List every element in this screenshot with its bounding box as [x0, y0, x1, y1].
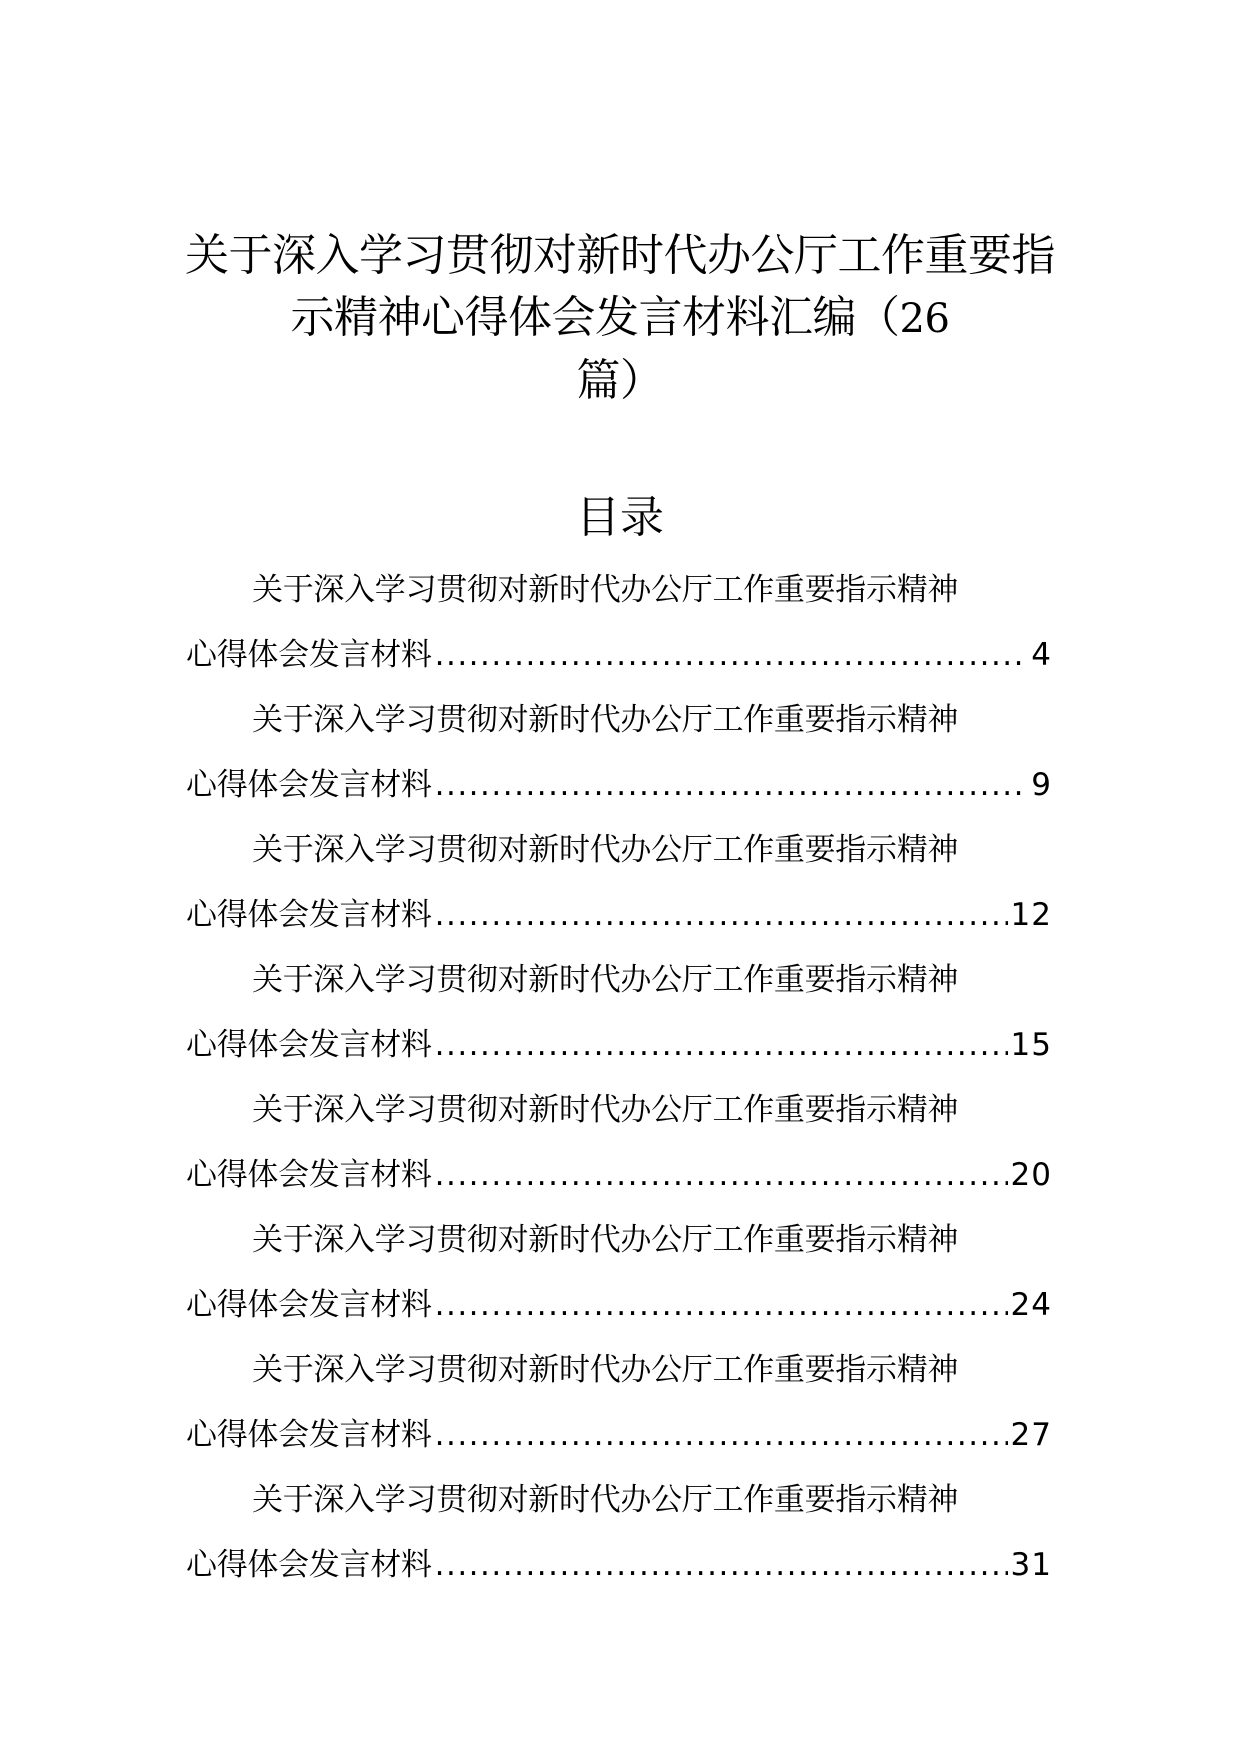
- toc-entry-title-continued: [186, 1013, 1052, 1078]
- toc-entry[interactable]: [186, 1468, 1052, 1598]
- toc-dot-leader: [435, 1403, 1008, 1468]
- toc-page-number: 31: [1010, 1547, 1052, 1583]
- toc-page-number: 4: [1031, 637, 1052, 673]
- toc-entry-title-tail: 心得体会发言材料: [186, 1547, 432, 1583]
- toc-entry-title-tail: 心得体会发言材料: [186, 1287, 432, 1323]
- toc-entry-title: 关于深入学习贯彻对新时代办公厅工作重要指示精神: [252, 1092, 959, 1128]
- toc-entry[interactable]: [186, 1208, 1052, 1338]
- toc-dot-leader: [435, 1143, 1008, 1208]
- toc-dot-leader: [435, 753, 1029, 818]
- toc-dot-leader: [435, 1533, 1008, 1598]
- document-title-count: 26: [899, 296, 950, 342]
- toc-entry-title: 关于深入学习贯彻对新时代办公厅工作重要指示精神: [252, 1222, 959, 1258]
- toc-entry[interactable]: [186, 1338, 1052, 1468]
- toc-entry-title-continued: [186, 883, 1052, 948]
- toc-entry-title-tail: 心得体会发言材料: [186, 767, 432, 803]
- toc-dot-leader: [435, 623, 1029, 688]
- table-of-contents: [186, 558, 1052, 1598]
- toc-entry-title-tail: 心得体会发言材料: [186, 1417, 432, 1453]
- toc-dot-leader: [435, 883, 1008, 948]
- document-title-suffix: 篇）: [576, 355, 664, 406]
- toc-entry-title-continued: [186, 1143, 1052, 1208]
- toc-page-number: 27: [1010, 1417, 1052, 1453]
- toc-entry-title: 关于深入学习贯彻对新时代办公厅工作重要指示精神: [252, 832, 959, 868]
- toc-entry[interactable]: [186, 558, 1052, 688]
- toc-entry-title: 关于深入学习贯彻对新时代办公厅工作重要指示精神: [252, 962, 959, 998]
- toc-entry-title: 关于深入学习贯彻对新时代办公厅工作重要指示精神: [252, 572, 959, 608]
- toc-entry[interactable]: [186, 1078, 1052, 1208]
- toc-page-number: 9: [1031, 767, 1052, 803]
- toc-page-number: 20: [1010, 1157, 1052, 1193]
- toc-entry-title-continued: [186, 1273, 1052, 1338]
- toc-entry-title-continued: [186, 623, 1052, 688]
- toc-page-number: 15: [1010, 1027, 1052, 1063]
- toc-entry-title-continued: [186, 1403, 1052, 1468]
- toc-entry[interactable]: [186, 688, 1052, 818]
- toc-entry[interactable]: [186, 818, 1052, 948]
- toc-entry-title-continued: [186, 753, 1052, 818]
- document-title: [180, 225, 1060, 412]
- toc-entry-title: 关于深入学习贯彻对新时代办公厅工作重要指示精神: [252, 1352, 959, 1388]
- toc-entry-title-tail: 心得体会发言材料: [186, 1027, 432, 1063]
- toc-entry-title-tail: 心得体会发言材料: [186, 897, 432, 933]
- toc-entry-title-tail: 心得体会发言材料: [186, 1157, 432, 1193]
- document-title-text: 关于深入学习贯彻对新时代办公厅工作重要指示精神心得体会发言材料汇编（: [185, 230, 1055, 343]
- toc-dot-leader: [435, 1013, 1008, 1078]
- toc-page-number: 12: [1010, 897, 1052, 933]
- toc-entry[interactable]: [186, 948, 1052, 1078]
- toc-entry-title: 关于深入学习贯彻对新时代办公厅工作重要指示精神: [252, 702, 959, 738]
- toc-entry-title-tail: 心得体会发言材料: [186, 637, 432, 673]
- toc-dot-leader: [435, 1273, 1008, 1338]
- toc-heading: 目录: [576, 492, 664, 543]
- toc-entry-title: 关于深入学习贯彻对新时代办公厅工作重要指示精神: [252, 1482, 959, 1518]
- toc-entry-title-continued: [186, 1533, 1052, 1598]
- toc-page-number: 24: [1010, 1287, 1052, 1323]
